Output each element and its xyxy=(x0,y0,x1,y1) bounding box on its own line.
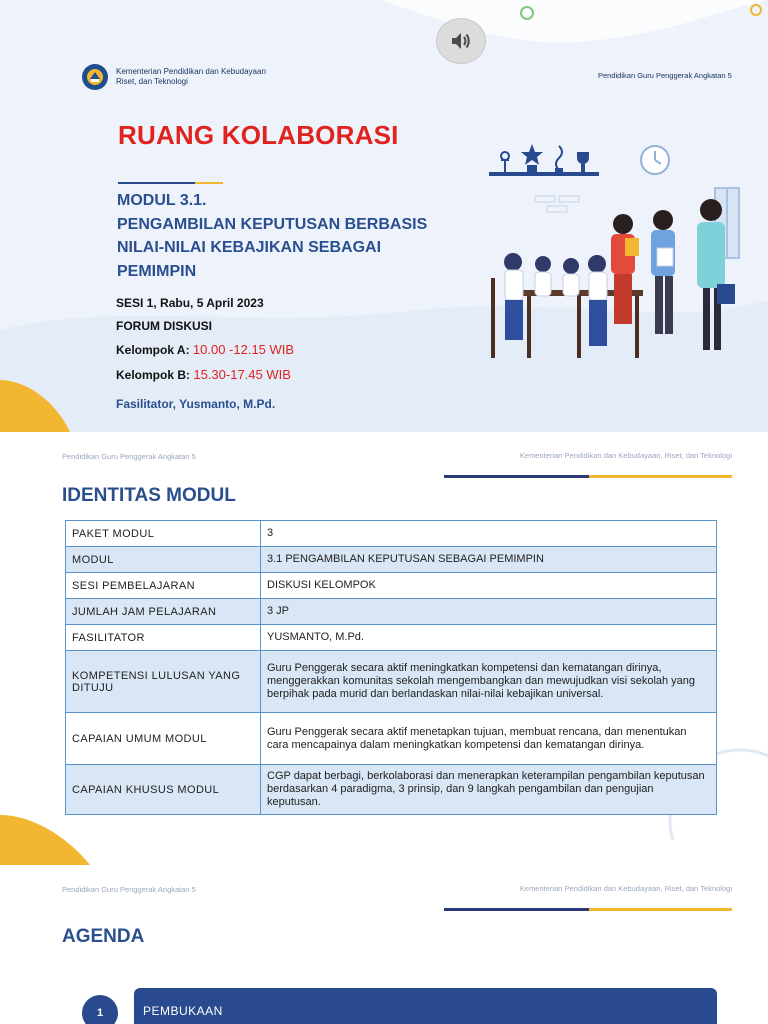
table-row xyxy=(66,625,717,651)
table-cell-value: 3 xyxy=(261,521,717,547)
table-cell-key: PAKET MODUL xyxy=(66,521,261,547)
identitas-modul-title: IDENTITAS MODUL xyxy=(62,485,236,506)
title-underline xyxy=(118,182,223,184)
table-cell-value: CGP dapat berbagi, berkolaborasi dan menerapkan keterampilan pengambilan keputusan berdasarkan 4 paradigma, 3 prinsip, dan 9 langkah pengambilan dan pengujian keputusan. xyxy=(261,765,717,815)
table-row xyxy=(66,521,717,547)
table-cell-value: DISKUSI KELOMPOK xyxy=(261,573,717,599)
table-row xyxy=(66,599,717,625)
table-row xyxy=(66,547,717,573)
ministry-branding xyxy=(82,64,276,90)
table-cell-value: 3 JP xyxy=(261,599,717,625)
table-cell-key: MODUL xyxy=(66,547,261,573)
title-slide xyxy=(0,0,768,432)
table-cell-value: Guru Penggerak secara aktif menetapkan tujuan, membuat rencana, dan menentukan cara mencapainya dalam meningkatkan kompetensi dan kematangan dirinya. xyxy=(261,713,717,765)
session-info: SESI 1, Rabu, 5 April 2023 xyxy=(116,296,264,310)
slide-title: RUANG KOLABORASI xyxy=(118,120,399,150)
deco-circle-green xyxy=(520,6,534,20)
background-wave-bottom xyxy=(0,810,120,870)
agenda-item-label: PEMBUKAAN xyxy=(143,1004,223,1018)
audio-button[interactable] xyxy=(436,18,486,64)
table-row xyxy=(66,713,717,765)
module-title xyxy=(117,189,457,283)
agenda-item-pembukaan[interactable] xyxy=(134,988,717,1024)
group-b-label: Kelompok B: xyxy=(116,368,191,382)
group-a-label: Kelompok A: xyxy=(116,343,190,357)
table-cell-key: KOMPETENSI LULUSAN YANG DITUJU xyxy=(66,651,261,713)
agenda-title: AGENDA xyxy=(62,926,145,947)
table-row xyxy=(66,765,717,815)
speaker-icon xyxy=(450,31,472,51)
module-title-line-4: PEMIMPIN xyxy=(117,262,197,280)
module-identity-table xyxy=(65,520,717,815)
slide3-header-ministry: Kementerian Pendidikan dan Kebudayaan, Riset, dan Teknologi xyxy=(519,884,732,893)
table-cell-key: SESI PEMBELAJARAN xyxy=(66,573,261,599)
ministry-name xyxy=(116,67,276,87)
tut-wuri-handayani-logo xyxy=(82,64,108,90)
table-row xyxy=(66,651,717,713)
table-row xyxy=(66,573,717,599)
facilitator-name: Fasilitator, Yusmanto, M.Pd. xyxy=(116,397,276,411)
table-cell-value: YUSMANTO, M.Pd. xyxy=(261,625,717,651)
group-b-schedule xyxy=(116,367,291,382)
table-cell-key: CAPAIAN UMUM MODUL xyxy=(66,713,261,765)
program-name: Pendidikan Guru Penggerak Angkatan 5 xyxy=(598,71,732,80)
module-title-line-3: NILAI-NILAI KEBAJIKAN SEBAGAI xyxy=(117,239,382,256)
deco-circle-yellow xyxy=(750,4,762,16)
slide2-header-ministry: Kementerian Pendidikan dan Kebudayaan, Riset, dan Teknologi xyxy=(519,451,732,460)
table-cell-key: FASILITATOR xyxy=(66,625,261,651)
group-b-time: 15.30-17.45 WIB xyxy=(193,367,291,382)
module-title-line-2: PENGAMBILAN KEPUTUSAN BERBASIS xyxy=(117,215,428,233)
table-cell-key: CAPAIAN KHUSUS MODUL xyxy=(66,765,261,815)
slide2-header-bar xyxy=(444,475,732,478)
group-a-time: 10.00 -12.15 WIB xyxy=(192,342,295,357)
ministry-line-2: Riset, dan Teknologi xyxy=(116,77,188,86)
slide3-header-program: Pendidikan Guru Penggerak Angkatan 5 xyxy=(62,885,196,894)
ministry-line-1: Kementerian Pendidikan dan Kebudayaan xyxy=(116,67,266,76)
slide2-header-program: Pendidikan Guru Penggerak Angkatan 5 xyxy=(62,452,196,461)
table-cell-value: 3.1 PENGAMBILAN KEPUTUSAN SEBAGAI PEMIMPIN xyxy=(261,547,717,573)
module-title-line-1: MODUL 3.1. xyxy=(117,192,207,209)
table-cell-value: Guru Penggerak secara aktif meningkatkan kompetensi dan kematangan dirinya, menggerakkan komunitas sekolah mengembangkan dan mewujudkan visi sekolah yang berpihak pada murid dan berlandaskan nilai-nilai kebajikan universal. xyxy=(261,651,717,713)
agenda-item-number: 1 xyxy=(82,995,118,1024)
group-a-schedule xyxy=(116,342,294,357)
slide3-header-bar xyxy=(444,908,732,911)
forum-label: FORUM DISKUSI xyxy=(116,319,212,333)
table-cell-key: JUMLAH JAM PELAJARAN xyxy=(66,599,261,625)
classroom-illustration xyxy=(485,138,745,363)
